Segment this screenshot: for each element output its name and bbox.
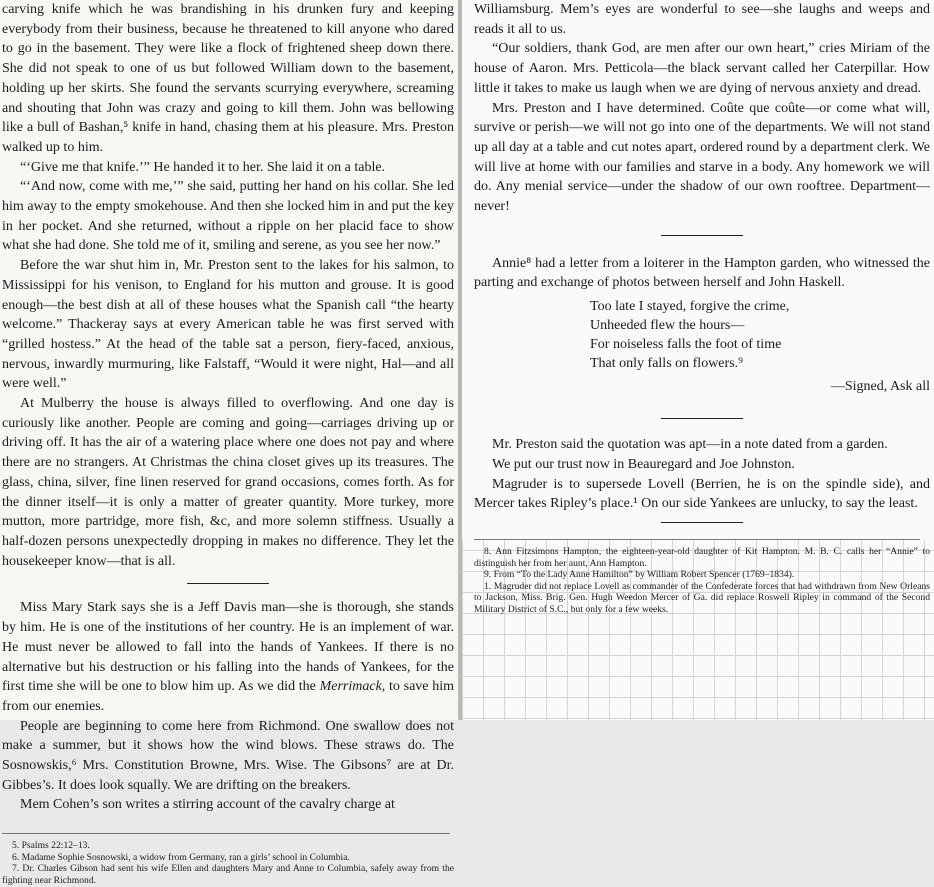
ship-name: Merrimack, [319, 679, 386, 695]
footnote: 5. Psalms 22:12–13. [12, 840, 90, 852]
body-paragraph: Mr. Preston said the quotation was apt—in a note dated from a garden. [492, 437, 888, 453]
left-column [2, 0, 454, 887]
body-paragraph: Annie⁸ had a letter from a loiterer in the Hampton garden, who witnessed the parting and exchange of photos between herself and John Haskell. [474, 255, 930, 291]
right-page [462, 0, 934, 720]
footnote-separator [474, 539, 920, 540]
text-run: to save him from our enemies. [2, 679, 455, 714]
footnote: 7. Dr. Charles Gibson had sent his wife Ellen and daughters Mary and Anne to Columbia, safely away from the fighting near Richmond. [2, 863, 454, 886]
right-column [474, 0, 930, 616]
body-paragraph: Williamsburg. Mem’s eyes are wonderful to see—she laughs and weeps and reads it all to us. [474, 2, 930, 37]
left-page [0, 0, 458, 886]
section-divider [187, 583, 269, 584]
body-paragraph: “Our soldiers, thank God, are men after our own heart,” cries Miriam of the house of Aaron. Mrs. Petticola—the black servant called her Caterpillar. How little it takes to make us laugh when we are dying of nervous anxiety and dread. [474, 41, 930, 96]
poem-line: Unheeded flew the hours— [590, 318, 745, 334]
poem-line: That only falls on flowers.⁹ [590, 356, 744, 372]
body-paragraph: We put our trust now in Beauregard and Joe Johnston. [492, 456, 795, 472]
body-paragraph: At Mulberry the house is always filled to overflowing. And one day is curiously like another. People are coming and going—carriages driving up or driving off. It has the air of a watering place where one does not pay and where there are no strangers. At Christmas the china closet gives up its treasures. The glass, china, silver, fine linen reserved for grand occasions, comes forth. As for the dinner itself—it is only a matter of greater quantity. More turkey, more mutton, more partridge, more fish, &c, and more solemn stiffness. Usually a half-dozen persons unexpectedly dropping in makes no difference. They let the housekeeper know—that is all. [2, 396, 454, 569]
text-run: Miss Mary Stark says she is a Jeff Davis man—she is thorough, she stands by him. He is one of the institutions of her country. He is an implement of war. He must never be allowed to fall into the hands of Yankees. If there is no alternative but his destruction or his falling into the hands of Yankees, for the first time she will be one to blow him up. As we did the [2, 600, 454, 695]
poem [590, 297, 930, 373]
body-paragraph: Magruder is to supersede Lovell (Berrien, he is on the spindle side), and Mercer takes Ripley’s place.¹ On our side Yankees are unlucky, to say the least. [474, 476, 930, 512]
footnote: 6. Madame Sophie Sosnowski, a widow from Germany, ran a girls’ school in Columbia. [12, 851, 350, 863]
body-paragraph: carving knife which he was brandishing in his drunken fury and keeping everybody from their business, because he threatened to kill anyone who dared to go in the basement. They were like a flock of frightened sheep down there. She did not speak to one of us but followed William down to the basement, holding up her skirts. She found the servants scurrying everywhere, screaming and shouting that John was crazy and going to kill them. John was bellowing like a bull of Bashan,⁵ knife in hand, chasing them at his pleasure. Mrs. Preston walked up to him. [2, 2, 454, 155]
body-paragraph [2, 598, 454, 716]
body-paragraph: People are beginning to come here from Richmond. One swallow does not make a summer, but it shows how the wind blows. These straws do. The Sosnowskis,⁶ Mrs. Constitution Browne, Mrs. Wise. The Gibsons⁷ are at Dr. Gibbes’s. It does look squally. We are drifting on the breakers. [2, 718, 454, 793]
section-divider [661, 418, 743, 419]
body-paragraph: “‘And now, come with me,’” she said, putting her hand on his collar. She led him away to the empty smokehouse. And then she locked him in and put the key in her pocket. And she returned, without a ripple on her placid face to show what she had done. She told me of it, smiling and serene, as you see her now.” [2, 179, 454, 254]
body-paragraph: Mrs. Preston and I have determined. Coûte que coûte—or come what will, survive or perish—we will not go into one of the departments. We will not stand up all day at a table and cut notes apart, ordered round by a department clerk. We will live at home with our families and starve in a body. Any homework we will do. Any menial service—under the shadow of our own rooftree. Department—never! [474, 100, 930, 215]
section-divider [661, 522, 743, 523]
footnote: 8. Ann Fitzsimons Hampton, the eighteen-year-old daughter of Kit Hampton. M. B. C. calls her “Annie” to distinguish her from her aunt, Ann Hampton. [474, 545, 930, 569]
poem-line: Too late I stayed, forgive the crime, [590, 299, 790, 315]
footnote-separator [2, 833, 450, 834]
signature: —Signed, Ask all [830, 379, 930, 395]
body-paragraph: Before the war shut him in, Mr. Preston sent to the lakes for his salmon, to Mississippi for his venison, to England for his mutton and grouse. It is good enough—the best dish at all of these houses what the Spanish call “the hearty welcome.” Thackeray says at every American table he was first served with “grilled hostess.” At the head of the table sat a person, fiery-faced, anxious, nervous, inwardly murmuring, like Falstaff, “Would it were night, Hal—and all were well.” [2, 258, 454, 392]
footnote: 9. From “To the Lady Anne Hamilton” by William Robert Spencer (1769–1834). [484, 569, 795, 581]
poem-line: For noiseless falls the foot of time [590, 337, 782, 353]
body-paragraph: “‘Give me that knife.’” He handed it to her. She laid it on a table. [20, 159, 386, 175]
footnote: 1. Magruder did not replace Lovell as commander of the Confederate forces that had withdrawn from New Orleans to Jackson, Miss. Brig. Gen. Hugh Weedon Mercer of Ga. did replace Roswell Ripley in command of the Second Military District of S.C., but only for a few weeks. [474, 580, 930, 615]
body-paragraph: Mem Cohen’s son writes a stirring account of the cavalry charge at [20, 797, 395, 813]
section-divider [661, 235, 743, 236]
